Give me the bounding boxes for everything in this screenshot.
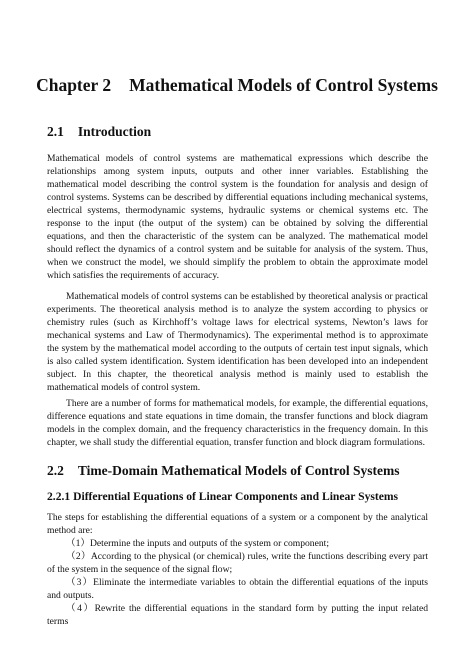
section-number: 2.1 bbox=[47, 124, 64, 139]
steps-intro-paragraph: The steps for establishing the differential equations of a system or a component by the analytical method are: bbox=[47, 512, 428, 537]
section-title: Time-Domain Mathematical Models of Control Systems bbox=[77, 463, 400, 478]
step-text: Eliminate the intermediate variables to obtain the differential equations of the inputs and outputs. bbox=[47, 577, 428, 602]
subsection-number: 2.2.1 bbox=[47, 490, 71, 503]
intro-paragraph-3: There are a number of forms for mathematical models, for example, the differential equations, difference equations and state equations in time domain, the transfer functions and block diagram models in the complex domain, and the frequency characteristics in the frequency domain. In this chapter, we shall study the differential equation, transfer function and block diagram formulations. bbox=[47, 398, 428, 449]
step-marker: （4） bbox=[66, 603, 95, 614]
intro-paragraph-1: Mathematical models of control systems are mathematical expressions which describe the relationships among system inputs, outputs and other inner variables. Establishing the mathematical model describing the control system is the foundation for analysis and design of control systems. Systems can be described by differential equations including mechanical systems, electrical systems, thermodynamic systems, hydraulic systems or chemical systems etc. The response to the input (the output of the system) can be obtained by solving the differential equations, and then the characteristic of the system can be analyzed. The mathematical model should reflect the dynamics of a control system and be suitable for analysis of the system. Thus, when we construct the model, we should simplify the problem to obtain the approximate model which satisfies the requirements of accuracy. bbox=[47, 153, 428, 282]
subsection-heading bbox=[47, 489, 398, 505]
chapter-number: Chapter 2 bbox=[36, 75, 112, 95]
list-item bbox=[47, 576, 428, 602]
section-heading-time-domain bbox=[47, 462, 399, 480]
list-item bbox=[47, 602, 428, 628]
step-marker: （3） bbox=[66, 577, 94, 588]
list-item bbox=[47, 550, 428, 576]
subsection-title: Differential Equations of Linear Components and Linear Systems bbox=[73, 490, 399, 503]
list-item bbox=[47, 537, 428, 550]
intro-paragraph-2: Mathematical models of control systems can be established by theoretical analysis or practical experiments. The theoretical analysis method is to analyze the system according to physics or chemistry rules (such as Kirchhoff’s voltage laws for electrical systems, Newton’s laws for mechanical systems and Law of Thermodynamics). The experimental method is to approximate the system by the mathematical model according to the outputs of certain test input signals, which is also called system identification. System identification has been developed into an independent subject. In this chapter, the theoretical analysis method is mainly used to establish the mathematical models of control system. bbox=[47, 291, 428, 394]
step-marker: （2） bbox=[66, 551, 91, 562]
section-heading-intro bbox=[47, 123, 151, 141]
step-marker: （1） bbox=[66, 538, 90, 549]
chapter-heading bbox=[0, 74, 474, 96]
section-title: Introduction bbox=[77, 124, 152, 139]
chapter-title: Mathematical Models of Control Systems bbox=[129, 75, 438, 95]
step-text: Determine the inputs and outputs of the system or component; bbox=[89, 538, 329, 549]
section-number: 2.2 bbox=[47, 463, 64, 478]
step-text: Rewrite the differential equations in the standard form by putting the input related terms bbox=[47, 603, 428, 628]
step-text: According to the physical (or chemical) rules, write the functions describing every part of the system in the sequence of the signal flow; bbox=[47, 551, 428, 576]
